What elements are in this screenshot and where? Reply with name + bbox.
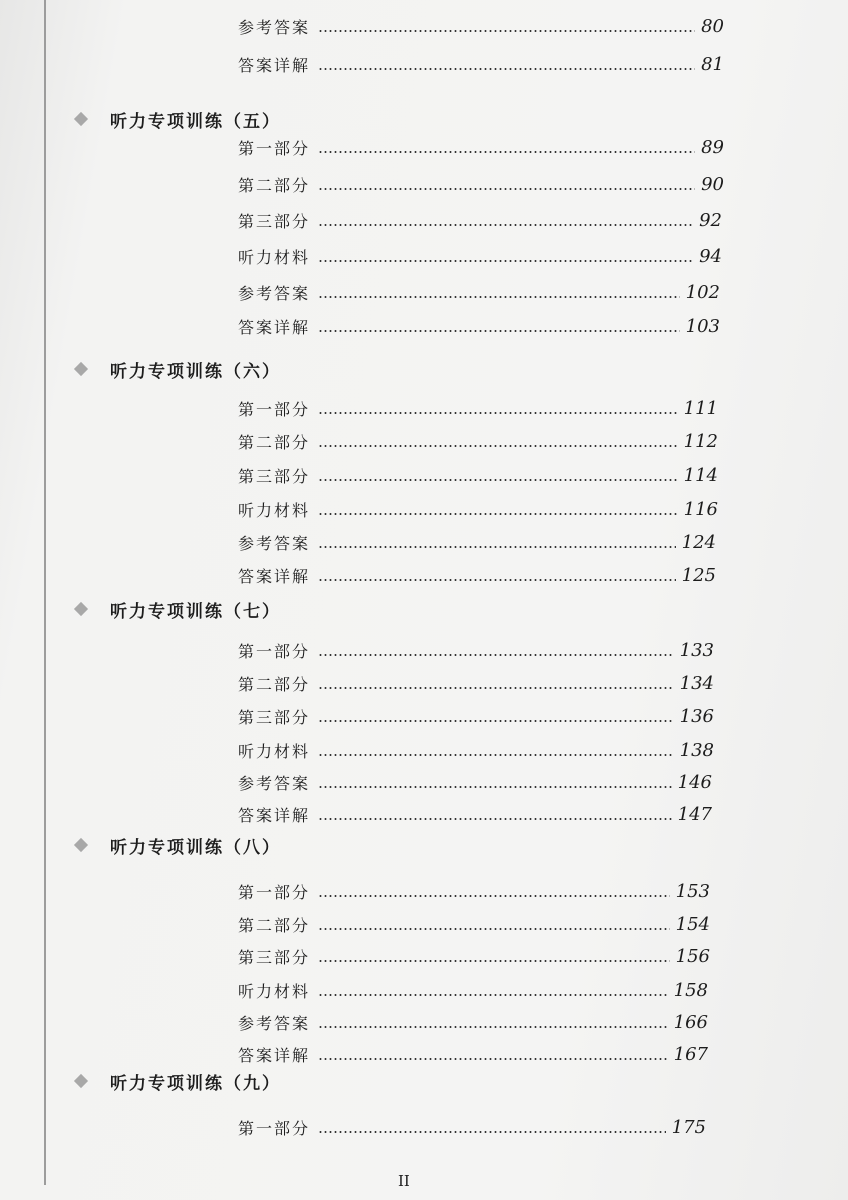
toc-entry-label: 第三部分 [238, 466, 311, 486]
dot-leader [318, 786, 672, 788]
section-title: 听力专项训练（五） [110, 111, 281, 132]
toc-entry-page: 147 [677, 803, 712, 825]
toc-entry-page: 158 [673, 979, 708, 1001]
dot-leader [318, 412, 678, 414]
toc-entry-label: 第一部分 [238, 138, 311, 158]
toc-entry[interactable] [238, 736, 714, 764]
toc-entry-page: 89 [701, 136, 724, 158]
toc-entry-label: 第三部分 [238, 707, 311, 727]
toc-entry[interactable] [238, 133, 724, 161]
dot-leader [318, 1131, 666, 1133]
dot-leader [318, 513, 678, 515]
diamond-bullet-icon [74, 362, 88, 376]
toc-entry[interactable] [238, 800, 712, 828]
toc-entry-label: 第三部分 [238, 211, 311, 231]
toc-entry-label: 参考答案 [238, 773, 311, 793]
dot-leader [318, 754, 674, 756]
toc-entry-label: 答案详解 [238, 1045, 311, 1065]
toc-entry-page: 136 [679, 705, 714, 727]
toc-entry-page: 114 [683, 464, 718, 486]
toc-entry[interactable] [238, 1008, 708, 1036]
toc-entry[interactable] [238, 528, 716, 556]
section-heading[interactable] [76, 594, 281, 624]
toc-entry-label: 参考答案 [238, 17, 311, 37]
toc-entry-page: 156 [675, 945, 710, 967]
toc-entry[interactable] [238, 561, 716, 589]
toc-entry-page: 94 [699, 245, 722, 267]
toc-entry[interactable] [238, 1113, 706, 1141]
dot-leader [318, 1026, 668, 1028]
toc-entry-label: 答案详解 [238, 317, 311, 337]
dot-leader [318, 68, 695, 70]
toc-entry[interactable] [238, 206, 722, 234]
toc-entry[interactable] [238, 495, 718, 523]
toc-entry-page: 124 [681, 531, 716, 553]
toc-entry-label: 第二部分 [238, 674, 311, 694]
toc-entry-label: 第一部分 [238, 399, 311, 419]
section-title: 听力专项训练（七） [110, 601, 281, 622]
toc-entry-label: 听力材料 [238, 981, 311, 1001]
toc-entry-page: 112 [683, 430, 718, 452]
toc-entry[interactable] [238, 394, 718, 422]
dot-leader [318, 720, 674, 722]
dot-leader [318, 818, 672, 820]
toc-entry-label: 听力材料 [238, 247, 311, 267]
toc-entry[interactable] [238, 910, 710, 938]
section-heading[interactable] [76, 104, 281, 134]
toc-entry-label: 第三部分 [238, 947, 311, 967]
toc-entry-label: 第二部分 [238, 175, 311, 195]
toc-entry[interactable] [238, 278, 720, 306]
toc-entry[interactable] [238, 636, 714, 664]
toc-entry-label: 第二部分 [238, 432, 311, 452]
diamond-bullet-icon [74, 838, 88, 852]
dot-leader [318, 1058, 668, 1060]
toc-entry-label: 第一部分 [238, 1118, 311, 1138]
section-heading[interactable] [76, 830, 281, 860]
dot-leader [318, 960, 670, 962]
dot-leader [318, 30, 695, 32]
dot-leader [318, 895, 670, 897]
toc-entry[interactable] [238, 976, 708, 1004]
toc-entry-page: 111 [683, 397, 718, 419]
section-title: 听力专项训练（六） [110, 361, 281, 382]
toc-entry-page: 175 [671, 1116, 706, 1138]
toc-entry[interactable] [238, 427, 718, 455]
toc-entry-label: 参考答案 [238, 1013, 311, 1033]
toc-entry-page: 153 [675, 880, 710, 902]
toc-entry[interactable] [238, 461, 718, 489]
toc-entry-label: 答案详解 [238, 55, 311, 75]
dot-leader [318, 260, 693, 262]
dot-leader [318, 296, 680, 298]
toc-entry-label: 参考答案 [238, 283, 311, 303]
diamond-bullet-icon [74, 112, 88, 126]
dot-leader [318, 654, 674, 656]
toc-entry[interactable] [238, 669, 714, 697]
toc-entry[interactable] [238, 242, 722, 270]
diamond-bullet-icon [74, 602, 88, 616]
toc-entry-page: 116 [683, 498, 718, 520]
toc-entry[interactable] [238, 312, 720, 340]
dot-leader [318, 330, 680, 332]
toc-entry-page: 103 [685, 315, 720, 337]
toc-entry[interactable] [238, 50, 724, 78]
toc-entry-page: 80 [701, 15, 724, 37]
dot-leader [318, 188, 695, 190]
section-title: 听力专项训练（八） [110, 837, 281, 858]
toc-entry[interactable] [238, 12, 724, 40]
toc-entry[interactable] [238, 170, 724, 198]
dot-leader [318, 224, 693, 226]
toc-entry[interactable] [238, 877, 710, 905]
toc-entry-label: 听力材料 [238, 741, 311, 761]
toc-entry[interactable] [238, 1040, 708, 1068]
diamond-bullet-icon [74, 1074, 88, 1088]
toc-entry-label: 第一部分 [238, 882, 311, 902]
dot-leader [318, 151, 695, 153]
toc-entry-page: 92 [699, 209, 722, 231]
toc-entry-page: 134 [679, 672, 714, 694]
dot-leader [318, 928, 670, 930]
toc-entry-page: 138 [679, 739, 714, 761]
toc-entry-page: 133 [679, 639, 714, 661]
toc-entry-label: 第二部分 [238, 915, 311, 935]
toc-entry-label: 答案详解 [238, 566, 311, 586]
dot-leader [318, 445, 678, 447]
section-heading[interactable] [76, 354, 281, 384]
section-heading[interactable] [76, 1066, 281, 1096]
toc-entry-label: 答案详解 [238, 805, 311, 825]
toc-entry[interactable] [238, 768, 712, 796]
toc-entry-page: 146 [677, 771, 712, 793]
dot-leader [318, 579, 676, 581]
toc-entry[interactable] [238, 942, 710, 970]
toc-entry-page: 102 [685, 281, 720, 303]
toc-entry-page: 167 [673, 1043, 708, 1065]
page-number: II [398, 1172, 410, 1190]
toc-entry-page: 125 [681, 564, 716, 586]
dot-leader [318, 994, 668, 996]
toc-entry-page: 166 [673, 1011, 708, 1033]
toc-entry-label: 第一部分 [238, 641, 311, 661]
toc-entry-page: 154 [675, 913, 710, 935]
dot-leader [318, 687, 674, 689]
toc-entry-label: 参考答案 [238, 533, 311, 553]
toc-entry-label: 听力材料 [238, 500, 311, 520]
toc-entry[interactable] [238, 702, 714, 730]
dot-leader [318, 479, 678, 481]
toc-entry-page: 90 [701, 173, 724, 195]
toc-entry-page: 81 [701, 53, 724, 75]
section-title: 听力专项训练（九） [110, 1073, 281, 1094]
dot-leader [318, 546, 676, 548]
